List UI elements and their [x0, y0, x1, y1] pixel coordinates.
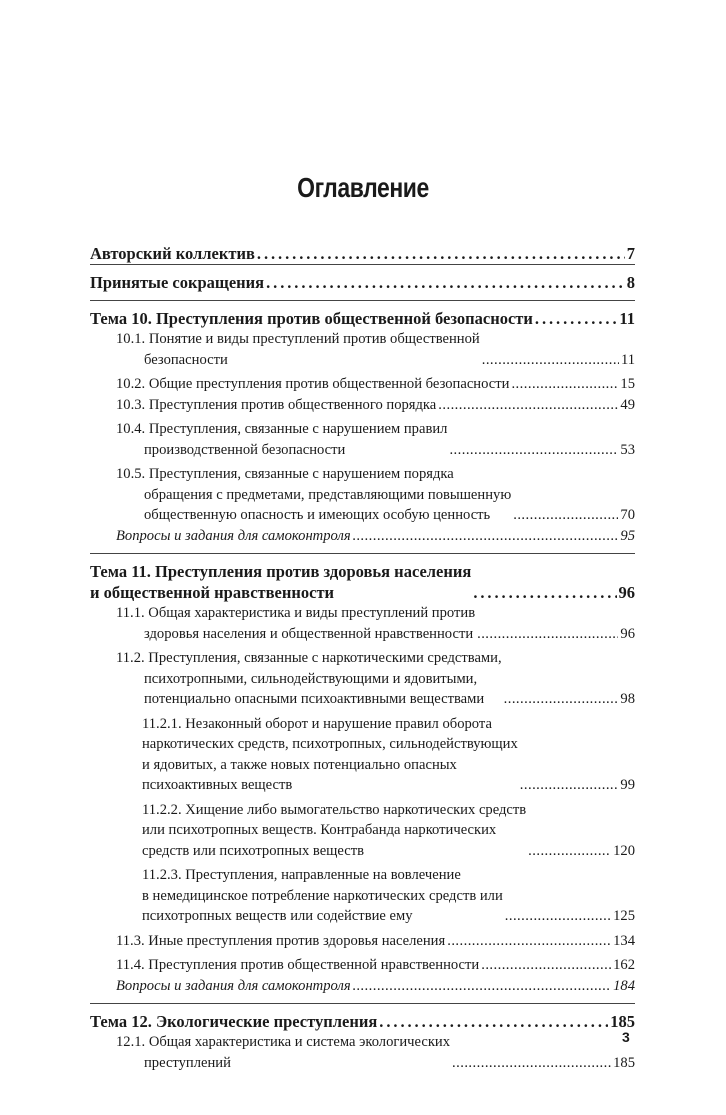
toc-entry-label: Тема 12. Экологические преступления — [90, 1012, 378, 1031]
divider — [90, 1003, 635, 1004]
leader-dots — [511, 374, 618, 395]
toc-entry-11-3[interactable] — [90, 931, 635, 952]
toc-entry-page: 98 — [620, 691, 635, 707]
leader-dots — [504, 689, 619, 710]
toc-entry-page: 120 — [613, 842, 635, 859]
toc-entry-label: 11.1. Общая характеристика и виды преступлений против здоровья населения и общественной нравственности — [116, 605, 476, 642]
toc-entry-11-2-1[interactable] — [90, 714, 635, 796]
toc-entry-label: 10.1. Понятие и виды преступлений против общественной безопасности — [116, 331, 480, 368]
toc-entry-page: 134 — [613, 932, 635, 949]
leader-dots — [528, 841, 611, 862]
toc-entry-11-2-2[interactable] — [90, 800, 635, 862]
toc-entry-page: 125 — [613, 908, 635, 924]
toc-entry-label: 10.4. Преступления, связанные с нарушением правил производственной безопасности — [116, 421, 448, 458]
toc-entry-label: Тема 10. Преступления против общественной безопасности — [90, 309, 533, 328]
toc-entry-label: 11.2.2. Хищение либо вымогательство наркотических средств или психотропных веществ. Контрабанда наркотических средств или психотропных веществ — [142, 801, 527, 859]
toc-entry-page: 53 — [620, 441, 635, 458]
leader-dots — [505, 906, 611, 927]
toc-entry-page: 70 — [620, 507, 635, 523]
toc-entry-page: 7 — [626, 244, 635, 263]
page-number: 3 — [622, 1029, 630, 1045]
leader-dots — [447, 931, 611, 952]
leader-dots — [353, 526, 619, 547]
toc-entry-10-5[interactable] — [90, 464, 635, 526]
toc-entry-label: Вопросы и задания для самоконтроля — [116, 527, 351, 544]
divider — [90, 264, 635, 265]
page-title: Оглавление — [297, 172, 429, 203]
toc-entry-page: 49 — [620, 396, 635, 413]
toc-entry-page: 8 — [626, 273, 635, 292]
divider — [90, 300, 635, 301]
toc-entry-questions-10[interactable] — [90, 526, 635, 547]
toc-entry-11-1[interactable] — [90, 603, 635, 644]
toc-entry-label: 10.3. Преступления против общественного порядка — [116, 396, 437, 413]
toc-entry-10-2[interactable] — [90, 374, 635, 395]
toc-entry-page: 184 — [613, 977, 635, 994]
toc-entry-page: 11 — [620, 351, 635, 368]
toc-entry-label: 11.2. Преступления, связанные с наркотическими средствами, психотропными, сильнодействующими и ядовитыми, потенциально опасными психоактивными веществами — [116, 650, 502, 707]
leader-dots — [353, 976, 612, 997]
toc-entry-page: 96 — [618, 583, 635, 602]
toc-entry-page: 185 — [613, 1054, 635, 1071]
leader-dots — [520, 775, 619, 796]
toc-entry-page: 15 — [620, 376, 635, 392]
leader-dots — [473, 582, 616, 603]
leader-dots — [535, 308, 618, 329]
toc-entry-label: 10.5. Преступления, связанные с нарушением порядка обращения с предметами, представляющими повышенную общественную опасность и имеющих особую ценность — [116, 466, 512, 523]
toc-entry-10-4[interactable] — [90, 419, 635, 460]
toc-entry-page: 96 — [620, 625, 635, 642]
toc-entry-topic-11[interactable] — [90, 561, 635, 603]
leader-dots — [482, 350, 619, 371]
leader-dots — [513, 505, 618, 526]
toc-entry-label: Вопросы и задания для самоконтроля — [116, 977, 351, 994]
leader-dots — [452, 1053, 611, 1074]
toc-entry-page: 162 — [613, 957, 635, 973]
toc-entry-label: 11.4. Преступления против общественной нравственности — [116, 957, 480, 973]
toc-entry-label: Тема 11. Преступления против здоровья населения и общественной нравственности — [90, 562, 472, 602]
toc-entry-10-3[interactable] — [90, 395, 635, 416]
leader-dots — [449, 440, 618, 461]
divider — [90, 553, 635, 554]
toc-entry-label: Авторский коллектив — [90, 244, 255, 263]
toc-entry-page: 99 — [620, 777, 635, 793]
leader-dots — [379, 1011, 608, 1032]
toc-entry-page: 11 — [619, 309, 635, 328]
toc-entry-10-1[interactable] — [90, 329, 635, 370]
toc-entry-label: 11.3. Иные преступления против здоровья населения — [116, 932, 446, 949]
toc-entry-label: 12.1. Общая характеристика и система экологических преступлений — [116, 1034, 451, 1071]
toc-entry-page: 95 — [620, 527, 635, 544]
toc-entry-label: Принятые сокращения — [90, 273, 265, 292]
toc-entry-questions-11[interactable] — [90, 976, 635, 997]
leader-dots — [481, 955, 611, 976]
leader-dots — [477, 624, 618, 645]
toc-entry-11-2[interactable] — [90, 648, 635, 710]
toc-entry-label: 10.2. Общие преступления против общественной безопасности — [116, 376, 510, 392]
table-of-contents — [90, 243, 635, 1073]
toc-entry-authors[interactable] — [90, 243, 635, 264]
toc-entry-11-2-3[interactable] — [90, 865, 635, 927]
toc-entry-label: 11.2.3. Преступления, направленные на вовлечение в немедицинское потребление наркотических средств или психотропных веществ или содействие ему — [142, 867, 503, 924]
toc-entry-11-4[interactable] — [90, 955, 635, 976]
toc-entry-abbreviations[interactable] — [90, 272, 635, 293]
toc-entry-label: 11.2.1. Незаконный оборот и нарушение правил оборота наркотических средств, психотропных, сильнодействующих и ядовитых, а также новых потенциально опасных психоактивных веществ — [142, 715, 518, 793]
leader-dots — [257, 243, 625, 264]
toc-entry-topic-10[interactable] — [90, 308, 635, 329]
toc-entry-topic-12[interactable] — [90, 1011, 635, 1032]
toc-entry-page: 185 — [610, 1012, 635, 1031]
leader-dots — [438, 395, 618, 416]
toc-entry-12-1[interactable] — [90, 1032, 635, 1073]
leader-dots — [266, 272, 625, 293]
